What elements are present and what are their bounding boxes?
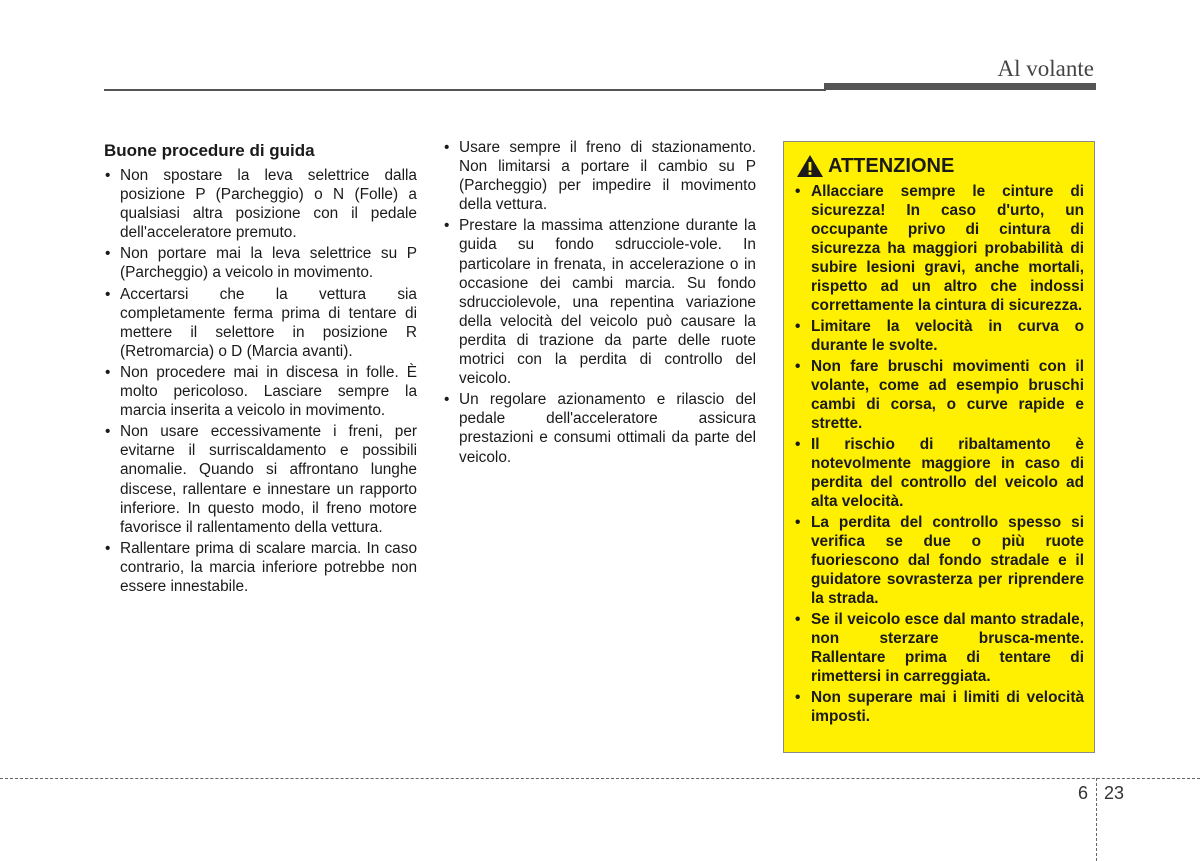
footer-rule <box>0 778 1200 779</box>
warning-list <box>794 182 1084 726</box>
warning-box <box>783 141 1095 753</box>
warning-item: • Limitare la velocità in curva o durante le svolte. <box>794 317 1084 355</box>
warning-item: • Allacciare sempre le cinture di sicurezza! In caso d'urto, un occupante privo di cintura di sicurezza ha maggiori probabilità di subire lesioni gravi, anche mortali, rispetto ad un altro che indossi correttamente la cintura di sicurezza. <box>794 182 1084 315</box>
list-item: • Prestare la massima attenzione durante la guida su fondo sdrucciole-vole. In particolare in frenata, in accelerazione o in occasione dei cambi marcia. Su fondo sdrucciolevole, una repentina variazione della velocità del veicolo può causare la perdita di trazione da parte delle ruote motrici con la perdita di controllo del veicolo. <box>443 216 756 388</box>
list-item: • Non usare eccessivamente i freni, per evitarne il surriscaldamento e possibili anomalie. Quando si affrontano lunghe discese, rallentare e innestare un rapporto inferiore. In questo modo, il freno motore favorisce il rallentamento della vettura. <box>104 422 417 537</box>
header-title: Al volante <box>997 56 1094 81</box>
list-item: • Accertarsi che la vettura sia completamente ferma prima di tentare di mettere il selettore in posizione R (Retromarcia) o D (Marcia avanti). <box>104 285 417 361</box>
chapter-number: 6 <box>1078 783 1089 803</box>
list-item: • Non procedere mai in discesa in folle. È molto pericoloso. Lasciare sempre la marcia inserita a veicolo in movimento. <box>104 363 417 420</box>
warning-item: • Il rischio di ribaltamento è notevolmente maggiore in caso di perdita del controllo del veicolo ad alta velocità. <box>794 435 1084 511</box>
middle-column <box>443 138 756 469</box>
page-number: 23 <box>1104 783 1125 803</box>
warning-triangle-icon <box>796 154 824 178</box>
left-column <box>104 140 417 598</box>
section-heading: Buone procedure di guida <box>104 141 315 160</box>
header-rule-accent <box>824 83 1096 90</box>
footer-divider <box>1096 778 1097 861</box>
warning-item: • Se il veicolo esce dal manto stradale, non sterzare brusca-mente. Rallentare prima di tentare di rimettersi in carreggiata. <box>794 610 1084 686</box>
list-item: • Non portare mai la leva selettrice su P (Parcheggio) a veicolo in movimento. <box>104 244 417 282</box>
warning-header <box>794 154 1084 178</box>
left-bullet-list <box>104 166 417 596</box>
list-item: • Non spostare la leva selettrice dalla posizione P (Parcheggio) o N (Folle) a qualsiasi altra posizione con il pedale dell'acceleratore premuto. <box>104 166 417 242</box>
warning-item: • Non superare mai i limiti di velocità imposti. <box>794 688 1084 726</box>
warning-item: • Non fare bruschi movimenti con il volante, come ad esempio bruschi cambi di corsa, o curve rapide e strette. <box>794 357 1084 433</box>
list-item: • Usare sempre il freno di stazionamento. Non limitarsi a portare il cambio su P (Parcheggio) per impedire il movimento della vettura. <box>443 138 756 214</box>
warning-title: ATTENZIONE <box>828 155 955 177</box>
list-item: • Rallentare prima di scalare marcia. In caso contrario, la marcia inferiore potrebbe non essere innestabile. <box>104 539 417 596</box>
list-item: • Un regolare azionamento e rilascio del pedale dell'acceleratore assicura prestazioni e consumi ottimali da parte del veicolo. <box>443 390 756 466</box>
header-rule <box>104 89 826 91</box>
middle-bullet-list <box>443 138 756 467</box>
warning-item: • La perdita del controllo spesso si verifica se due o più ruote fuoriescono dal fondo stradale e il guidatore sovrasterza per riprendere la strada. <box>794 513 1084 608</box>
